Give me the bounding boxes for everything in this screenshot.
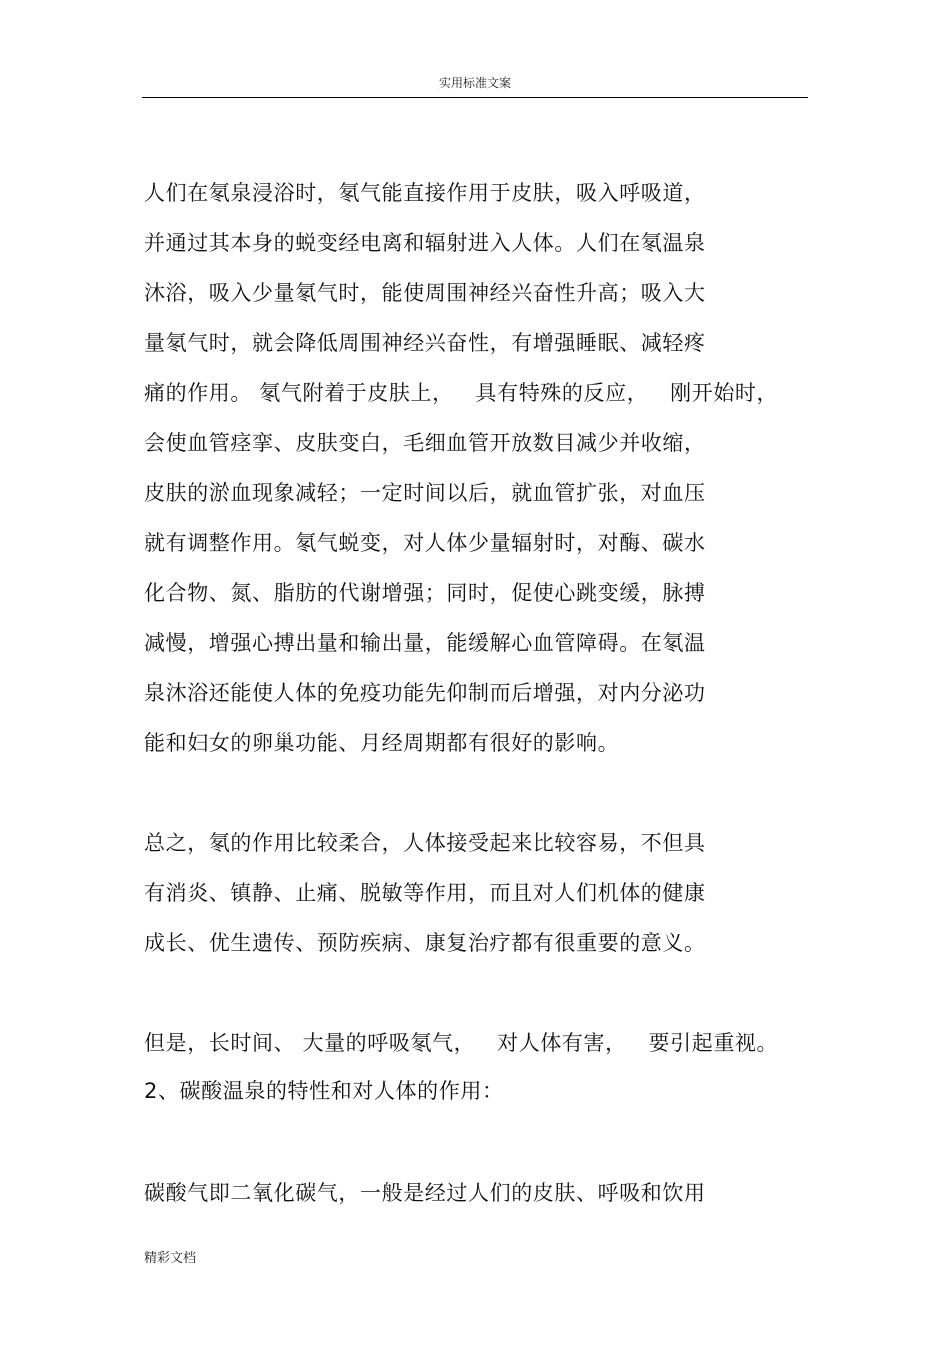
text-line: 人们在氡泉浸浴时，氡气能直接作用于皮肤，吸入呼吸道， [144,181,706,205]
text-line: 有消炎、镇静、止痛、脱敏等作用，而且对人们机体的健康 [144,881,706,905]
text-line: 泉沐浴还能使人体的免疫功能先仰制而后增强，对内分泌功 [144,681,706,705]
text-line: 碳酸气即二氧化碳气，一般是经过人们的皮肤、呼吸和饮用 [144,1181,706,1205]
text-line: 沐浴，吸入少量氡气时，能使周围神经兴奋性升高；吸入大 [144,281,706,305]
section-heading: 2、碳酸温泉的特性和对人体的作用： [144,1079,504,1103]
page-footer: 精彩文档 [144,1251,197,1266]
text-line: 就有调整作用。氡气蜕变，对人体少量辐射时，对酶、碳水 [144,531,706,555]
text-line: 成长、优生遗传、预防疾病、康复治疗都有很重要的意义。 [144,931,706,955]
text-line: 会使血管痉挛、皮肤变白，毛细血管开放数目减少并收缩， [144,431,706,455]
text-line: 痛的作用。 氡气附着于皮肤上， 具有特殊的反应， 刚开始时， [144,381,779,405]
text-line: 量氡气时，就会降低周围神经兴奋性，有增强睡眠、减轻疼 [144,331,706,355]
page-header: 实用标准文案 [438,76,511,90]
header-divider [142,97,808,98]
text-line: 总之，氡的作用比较柔合，人体接受起来比较容易，不但具 [144,831,706,855]
text-line: 能和妇女的卵巢功能、月经周期都有很好的影响。 [144,731,620,755]
text-line: 并通过其本身的蜕变经电离和辐射进入人体。人们在氡温泉 [144,231,706,255]
text-line: 皮肤的淤血现象减轻；一定时间以后，就血管扩张，对血压 [144,481,706,505]
text-line: 减慢，增强心搏出量和输出量，能缓解心血管障碍。在氡温 [144,631,706,655]
text-line: 化合物、氮、脂肪的代谢增强；同时，促使心跳变缓，脉搏 [144,581,706,605]
text-line: 但是，长时间、 大量的呼吸氡气， 对人体有害， 要引起重视。 [144,1031,779,1055]
